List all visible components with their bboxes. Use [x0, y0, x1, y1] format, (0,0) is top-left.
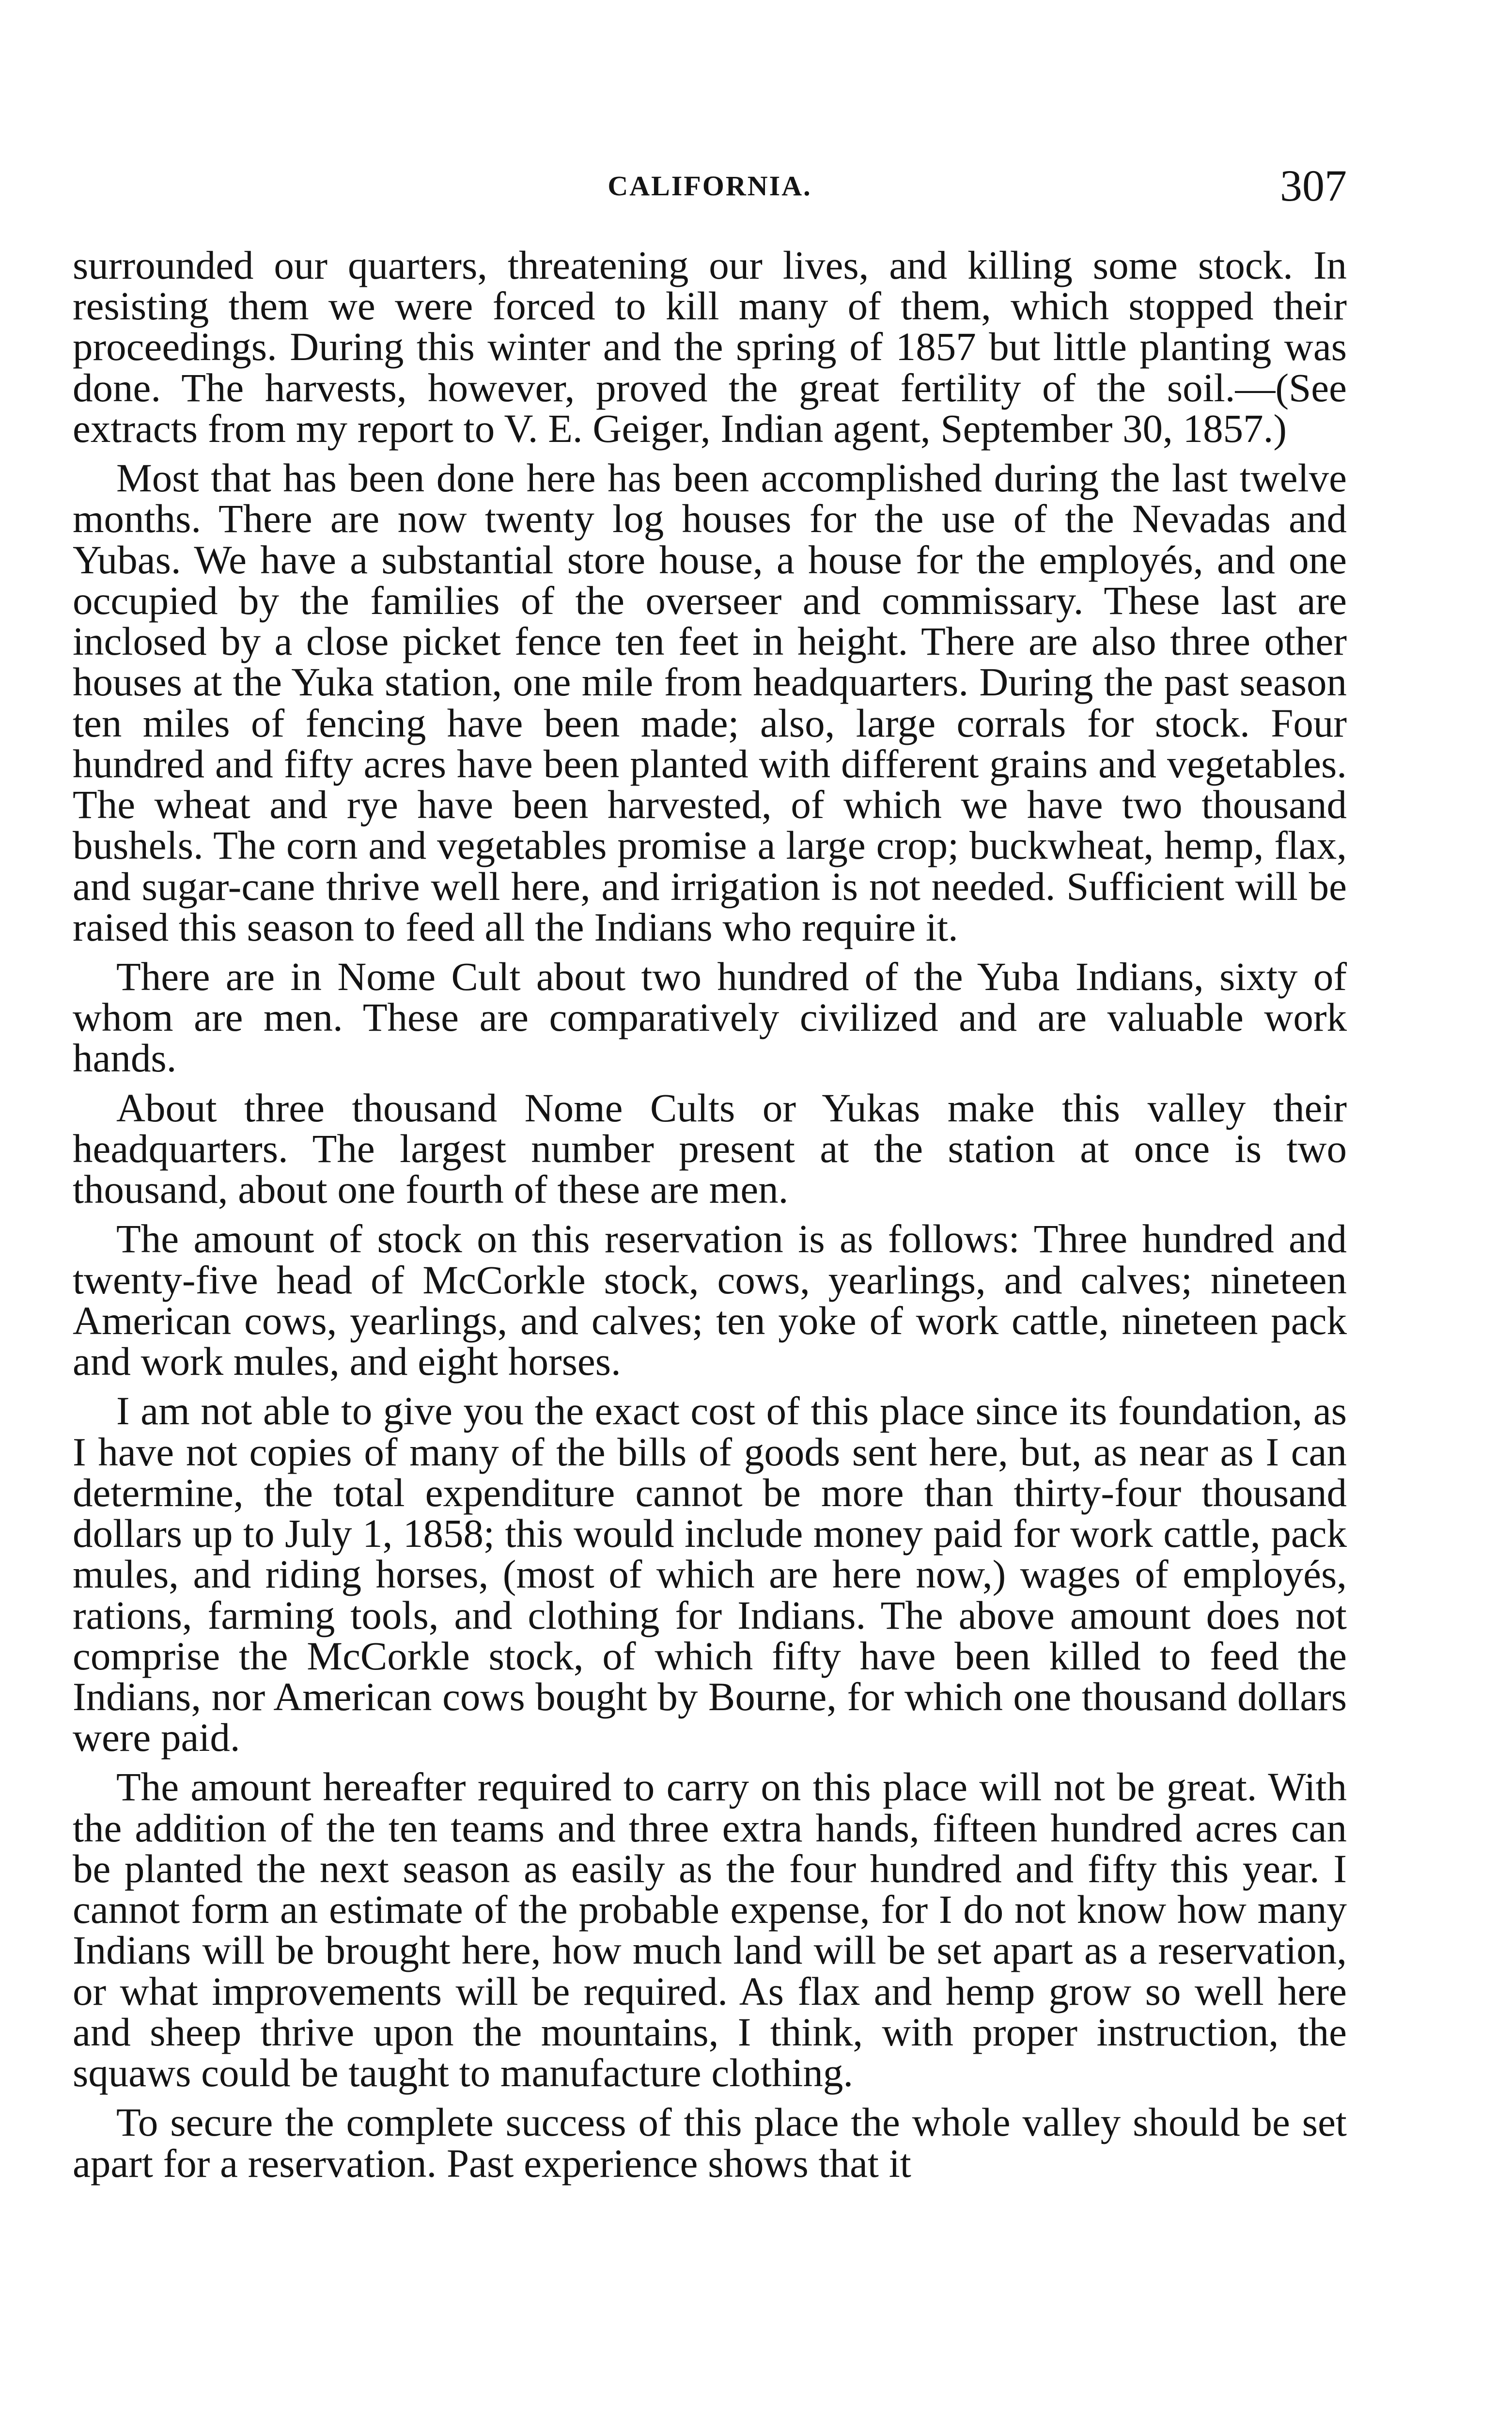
paragraph: The amount hereafter required to carry on this place will not be great. With the addition of the ten teams and three extra hands, fifteen hundred acres can be planted the next season as easily as the four hundred and fifty this year. I cannot form an estimate of the probable expense, for I do not know how many Indians will be brought here, how much land will be set apart as a reservation, or what improvements will be required. As flax and hemp grow so well here and sheep thrive upon the mountains, I think, with proper instruction, the squaws could be taught to manufacture clothing. [73, 1764, 1347, 2095]
paragraph: About three thousand Nome Cults or Yukas make this valley their headquarters. The largest number present at the station at once is two thousand, about one fourth of these are men. [73, 1085, 1347, 1212]
body-text [73, 245, 1347, 2192]
page-number: 307 [1280, 161, 1347, 210]
paragraph: Most that has been done here has been accomplished during the last twelve months. There are now twenty log houses for the use of the Nevadas and Yubas. We have a substantial store house, a house for the employés, and one occupied by the families of the overseer and commissary. These last are inclosed by a close picket fence ten feet in height. There are also three other houses at the Yuka station, one mile from headquarters. During the past season ten miles of fencing have been made; also, large corrals for stock. Four hundred and fifty acres have been planted with different grains and vegetables. The wheat and rye have been harvested, of which we have two thousand bushels. The corn and vegetables promise a large crop; buckwheat, hemp, flax, and sugar-cane thrive well here, and irrigation is not needed. Sufficient will be raised this season to feed all the Indians who require it. [73, 456, 1347, 949]
running-head: CALIFORNIA. [608, 170, 812, 202]
paragraph: The amount of stock on this reservation is as follows: Three hundred and twenty-five head of McCorkle stock, cows, yearlings, and calves; nineteen American cows, yearlings, and calves; ten yoke of work cattle, nineteen pack and work mules, and eight horses. [73, 1216, 1347, 1384]
paragraph-continued: surrounded our quarters, threatening our lives, and killing some stock. In resisting them we were forced to kill many of them, which stopped their proceedings. During this winter and the spring of 1857 but little planting was done. The harvests, however, proved the great fertility of the soil.—(See extracts from my report to V. E. Geiger, Indian agent, September 30, 1857.) [73, 243, 1347, 451]
paragraph: I am not able to give you the exact cost of this place since its foundation, as I have not copies of many of the bills of goods sent here, but, as near as I can determine, the total expenditure cannot be more than thirty-four thousand dollars up to July 1, 1858; this would include money paid for work cattle, pack mules, and riding horses, (most of which are here now,) wages of employés, rations, farming tools, and clothing for Indians. The above amount does not comprise the McCorkle stock, of which fifty have been killed to feed the Indians, nor American cows bought by Bourne, for which one thousand dollars were paid. [73, 1388, 1347, 1760]
paragraph: There are in Nome Cult about two hundred of the Yuba Indians, sixty of whom are men. These are comparatively civilized and are valuable work hands. [73, 954, 1347, 1081]
page-header [73, 160, 1347, 213]
paragraph: To secure the complete success of this place the whole valley should be set apart for a reservation. Past experience shows that it [73, 2100, 1347, 2186]
